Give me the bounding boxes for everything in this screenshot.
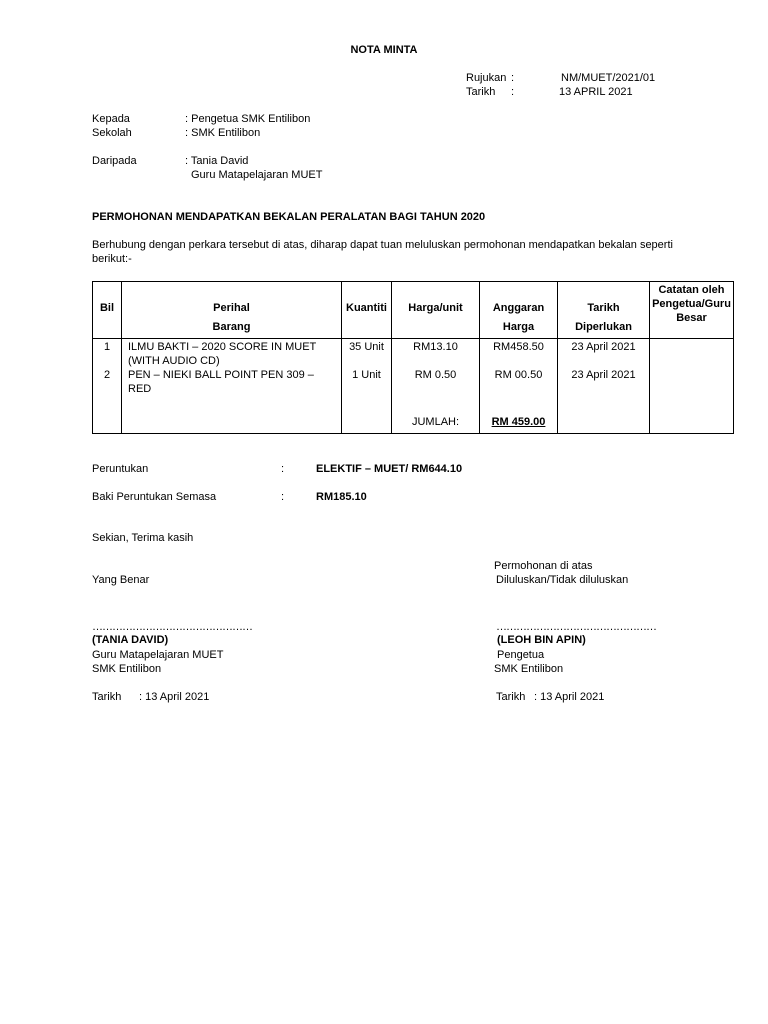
- row-2-kuantiti: 1 Unit: [352, 369, 381, 381]
- sekolah-label: Sekolah: [92, 127, 132, 139]
- row-2-bil: 2: [103, 369, 111, 381]
- subject-heading: PERMOHONAN MENDAPATKAN BEKALAN PERALATAN BAGI TAHUN 2020: [92, 211, 486, 223]
- jumlah-value: RM 459.00: [491, 416, 546, 428]
- rujukan-label: Rujukan: [466, 72, 507, 84]
- left-signer-name: (TANIA DAVID): [92, 634, 169, 646]
- right-signer-role: Pengetua: [497, 649, 545, 661]
- right-signer-school: SMK Entilibon: [494, 663, 564, 675]
- baki-colon: :: [281, 491, 285, 503]
- daripada-role: Guru Matapelajaran MUET: [191, 169, 323, 181]
- header-tarikh-diperlukan: Tarikh Diperlukan: [558, 282, 650, 339]
- rujukan-value: NM/MUET/2021/01: [561, 72, 656, 84]
- left-tarikh-value: : 13 April 2021: [139, 691, 210, 703]
- peruntukan-value: ELEKTIF – MUET/ RM644.10: [316, 463, 463, 475]
- intro-line-1: Berhubung dengan perkara tersebut di atas, diharap dapat tuan meluluskan permohonan mendapatkan bekalan seperti: [92, 239, 673, 251]
- table-row: [93, 339, 734, 434]
- left-signature-line: …………………………………………: [92, 621, 252, 633]
- items-table: [92, 281, 734, 434]
- left-signer-role: Guru Matapelajaran MUET: [92, 649, 224, 661]
- row-2-anggaran: RM 00.50: [494, 369, 543, 381]
- header-kuantiti: Kuantiti: [342, 282, 392, 339]
- kepada-label: Kepada: [92, 113, 130, 125]
- row-1-perihal-1: ILMU BAKTI – 2020 SCORE IN MUET: [128, 341, 317, 353]
- tarikh-colon: :: [511, 86, 515, 98]
- baki-label: Baki Peruntukan Semasa: [92, 491, 217, 503]
- document-title: NOTA MINTA: [350, 44, 418, 56]
- kuantiti-cell: [342, 339, 392, 434]
- header-anggaran-harga: Anggaran Harga: [480, 282, 558, 339]
- rujukan-colon: :: [511, 72, 515, 84]
- row-1-perihal-2: (WITH AUDIO CD): [128, 355, 220, 367]
- right-signature-line: …………………………………………: [496, 621, 656, 633]
- harga-cell: [392, 339, 480, 434]
- header-perihal: Perihal Barang: [122, 282, 342, 339]
- anggaran-cell: [480, 339, 558, 434]
- table-header-row: [93, 282, 734, 339]
- daripada-label: Daripada: [92, 155, 137, 167]
- row-1-bil: 1: [103, 341, 111, 353]
- row-2-perihal-1: PEN – NIEKI BALL POINT PEN 309 –: [128, 369, 314, 381]
- row-2-tarikh: 23 April 2021: [571, 369, 636, 381]
- header-bil: Bil: [93, 282, 122, 339]
- right-tarikh-value: : 13 April 2021: [534, 691, 605, 703]
- baki-value: RM185.10: [316, 491, 367, 503]
- tarikh-label: Tarikh: [466, 86, 496, 98]
- bil-cell: [93, 339, 122, 434]
- tarikh-value: 13 APRIL 2021: [559, 86, 633, 98]
- jumlah-label: JUMLAH:: [411, 416, 460, 428]
- intro-line-2: berikut:-: [92, 253, 132, 265]
- daripada-value: : Tania David: [185, 155, 249, 167]
- row-1-tarikh: 23 April 2021: [571, 341, 636, 353]
- approval-line-1: Permohonan di atas: [494, 560, 593, 572]
- tarikh-cell: [558, 339, 650, 434]
- right-signer-name: (LEOH BIN APIN): [497, 634, 586, 646]
- row-1-harga: RM13.10: [413, 341, 458, 353]
- peruntukan-colon: :: [281, 463, 285, 475]
- header-catatan: Catatan oleh Pengetua/Guru Besar: [650, 282, 734, 339]
- row-1-kuantiti: 35 Unit: [349, 341, 384, 353]
- header-harga-unit: Harga/unit: [392, 282, 480, 339]
- catatan-cell: [650, 339, 734, 434]
- row-1-anggaran: RM458.50: [493, 341, 544, 353]
- approval-line-2: Diluluskan/Tidak diluluskan: [496, 574, 629, 586]
- peruntukan-label: Peruntukan: [92, 463, 149, 475]
- left-tarikh-label: Tarikh: [92, 691, 122, 703]
- right-tarikh-label: Tarikh: [496, 691, 526, 703]
- perihal-cell: [122, 339, 342, 434]
- kepada-value: : Pengetua SMK Entilibon: [185, 113, 311, 125]
- row-2-perihal-2: RED: [128, 383, 152, 395]
- sekolah-value: : SMK Entilibon: [185, 127, 261, 139]
- yang-benar: Yang Benar: [92, 574, 150, 586]
- row-2-harga: RM 0.50: [414, 369, 457, 381]
- left-signer-school: SMK Entilibon: [92, 663, 162, 675]
- closing-text: Sekian, Terima kasih: [92, 532, 194, 544]
